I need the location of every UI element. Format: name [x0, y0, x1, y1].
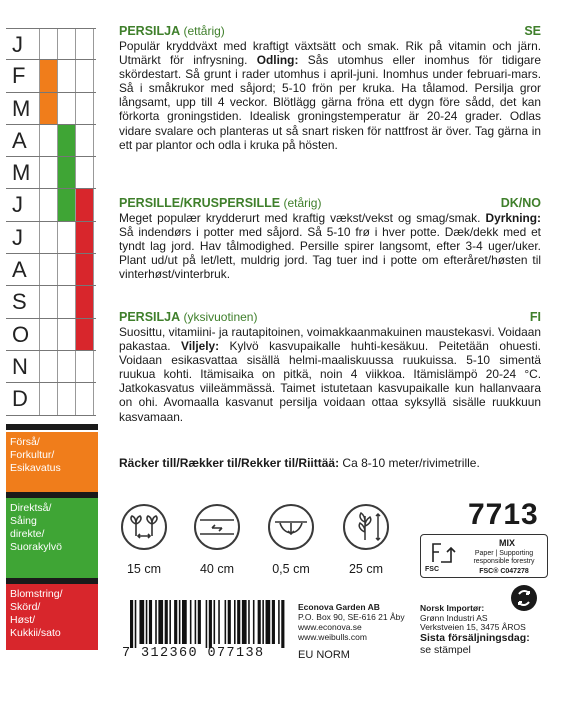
barcode-number: 7 312360 077138 [122, 646, 265, 661]
barcode-bar [234, 600, 236, 644]
indoor-sowing-bar [40, 93, 58, 124]
direct-sowing-bar [58, 189, 76, 220]
plant-height-icon [343, 504, 389, 550]
company-address: P.O. Box 90, SE-616 21 Åby [298, 612, 405, 622]
month-letter: M [6, 157, 40, 188]
company-name: Econova Garden AB [298, 602, 380, 612]
calendar-cell [76, 157, 94, 188]
month-letter: D [6, 383, 40, 414]
fsc-logo-text: FSC [425, 566, 439, 573]
body-bold: Viljely: [181, 339, 220, 354]
barcode-bar [218, 600, 220, 644]
calendar-cell [58, 222, 76, 253]
calendar-cell [40, 222, 58, 253]
calendar-cell [40, 125, 58, 156]
calendar-month-row [6, 60, 96, 92]
barcode-bar [248, 600, 250, 644]
plant-height-label: 25 cm [348, 562, 384, 576]
barcode-bar [195, 600, 197, 644]
sowing-calendar [6, 28, 96, 416]
harvest-bar [76, 286, 94, 317]
barcode-bar [206, 600, 208, 648]
calendar-cell [58, 351, 76, 382]
reach-value: Ca 8-10 meter/rivimetrille. [339, 456, 480, 470]
barcode-bar [165, 600, 168, 644]
month-letter: J [6, 189, 40, 220]
fsc-text: Paper | Supporting responsible forestry [473, 550, 535, 565]
direct-sowing-bar [58, 157, 76, 188]
harvest-bar [76, 189, 94, 220]
barcode-bar [179, 600, 181, 644]
month-letter: J [6, 29, 40, 59]
calendar-cell [58, 383, 76, 414]
body-text: Kylvö kasvupaikalle huhti-kesäkuu. Peitetään ohuesti. Voidaan esikasvattaa sisällä helmi-maaliskuussa ruukuissa. 5-10 simentä ruukua kohti. Itämisaika on pitkä, noin 4 viikkoa. Itämislämpö 20-24 °C. Jatkokasvatus viileämmässä. Taimet istutetaan kasvupaikalle kun hallanvaara on ohi. Avomaalla kasvanut persilja voidaan ottaa syksyllä sisälle ruukkuun kasvamaan. [119, 339, 541, 424]
calendar-cell [40, 254, 58, 285]
importer-name: Grønn Industri AS [420, 612, 488, 623]
barcode-bar [169, 600, 171, 644]
importer-label: Norsk Importør: [420, 603, 485, 613]
harvest-bar [76, 254, 94, 285]
calendar-cell [40, 286, 58, 317]
company-web: www.weibulls.com [298, 632, 367, 642]
company-info [298, 602, 405, 642]
language-code: DK/NO [500, 196, 541, 210]
barcode-bar [155, 600, 157, 644]
calendar-cell [76, 29, 94, 59]
language-code: FI [529, 310, 541, 324]
legend-text: Høst/ [10, 614, 36, 626]
fsc-mix: MIX [498, 538, 515, 548]
last-sales-day [420, 633, 530, 656]
month-letter: N [6, 351, 40, 382]
barcode-bar [225, 600, 227, 644]
barcode-bar [130, 600, 133, 648]
month-letter: S [6, 286, 40, 317]
body-text: Sås utomhus eller inomhus för tidigare skördestart. Så grunt i rader utomhus i april-juni. Inomhus under februari-mars. Så i småkrukor med såjord; 5-10 frön per kruka. Ha tålamod. Persilja gror långsamt, upp till 4 veckor. Blötlägg gärna fröna ett dygn före sådd, det kan förkorta groningstiden. Idealisk groningstemperatur är 20-24 grader. Odlas vidare svalare och planteras ut så snart risken för nattfrost är över. Tag gärna in ett par plantor och odla i kruka på hösten. [119, 53, 541, 152]
section-title: PERSILJA [119, 24, 181, 38]
sowing-depth-label: 0,5 cm [272, 562, 310, 576]
section-title: PERSILJA [119, 310, 181, 324]
legend-text: Förså/ [10, 436, 40, 448]
legend-text: Kukkii/sato [10, 627, 61, 639]
calendar-cell [58, 254, 76, 285]
section-danish-norwegian [119, 196, 541, 281]
section-body [119, 39, 541, 152]
barcode-bar [272, 600, 275, 644]
barcode-bar [281, 600, 284, 648]
calendar-cell [58, 319, 76, 350]
section-body [119, 211, 541, 281]
legend-text: direkte/ [10, 528, 45, 540]
fsc-label [420, 534, 548, 578]
legend-indoor-sowing [6, 432, 98, 492]
month-letter: M [6, 93, 40, 124]
sales-day-value: se stämpel [420, 643, 471, 656]
body-text: Så indendørs i potter med såjord. Så 5-10 frø i hver potte. Dæk/dekk med et tyndt lag jord. Hav tålmodighed. Persille spirer langsomt, efter 3-4 uger/uker. Plant ud/ut på let/lett, muldrig jord. Tag tuer ind i potte om efteråret/høsten til vinterhøst/vinterbruk. [119, 225, 541, 282]
calendar-cell [76, 351, 94, 382]
barcode-bar [146, 600, 148, 644]
calendar-cell [40, 29, 58, 59]
calendar-month-row [6, 351, 96, 383]
calendar-month-row [6, 125, 96, 157]
section-subtitle: (etårig) [283, 196, 322, 210]
section-finnish [119, 310, 541, 424]
article-number: 7713 [468, 498, 539, 531]
reach-label: Räcker till/Rækker til/Rekker til/Riittää: [119, 456, 340, 470]
legend-text: Forkultur/ [10, 449, 55, 461]
legend-text: Direktså/ [10, 502, 52, 514]
calendar-month-row [6, 157, 96, 189]
barcode-bar [135, 600, 137, 648]
barcode-bar [266, 600, 271, 644]
section-title: PERSILLE/KRUSPERSILLE [119, 196, 281, 210]
barcode-bar [198, 600, 201, 644]
legend-text: Såing [10, 515, 37, 527]
eu-norm: EU NORM [298, 649, 350, 661]
month-letter: A [6, 125, 40, 156]
legend-text: Blomstring/ [10, 588, 63, 600]
plant-spacing-icon [121, 504, 167, 550]
calendar-cell [76, 93, 94, 124]
calendar-cell [76, 125, 94, 156]
indoor-sowing-bar [40, 60, 58, 91]
body-bold: Dyrkning: [485, 211, 541, 225]
calendar-cell [76, 60, 94, 91]
row-spacing-icon [194, 504, 240, 550]
legend-text: Suorakylvö [10, 541, 62, 553]
calendar-month-row [6, 383, 96, 415]
barcode [128, 600, 288, 648]
calendar-cell [58, 29, 76, 59]
month-letter: F [6, 60, 40, 91]
calendar-cell [76, 383, 94, 414]
section-subtitle: (ettårig) [183, 24, 225, 38]
barcode-bar [237, 600, 240, 644]
legend-text: Skörd/ [10, 601, 41, 613]
section-subtitle: (yksivuotinen) [183, 310, 258, 324]
row-spacing-label: 40 cm [199, 562, 235, 576]
calendar-month-row [6, 189, 96, 221]
calendar-cell [40, 157, 58, 188]
calendar-cell [40, 351, 58, 382]
barcode-bar [158, 600, 163, 644]
body-text: Meget populær krydderurt med kraftig vækst/vekst og smag/smak. [119, 211, 486, 225]
calendar-month-row [6, 286, 96, 318]
month-letter: O [6, 319, 40, 350]
legend-direct-sowing [6, 498, 98, 578]
recycle-icon [510, 584, 538, 612]
section-swedish [119, 24, 541, 152]
fsc-code: FSC® C047278 [479, 568, 529, 575]
month-letter: A [6, 254, 40, 285]
calendar-cell [58, 93, 76, 124]
barcode-bar [190, 600, 192, 644]
month-letter: J [6, 222, 40, 253]
barcode-bar [258, 600, 261, 644]
calendar-cell [58, 60, 76, 91]
calendar-month-row [6, 28, 96, 60]
calendar-month-row [6, 93, 96, 125]
body-bold: Odling: [256, 53, 299, 68]
section-body [119, 325, 541, 424]
calendar-cell [40, 319, 58, 350]
legend-divider [6, 424, 98, 430]
legend-text: Esikavatus [10, 462, 61, 474]
sowing-depth-icon [268, 504, 314, 550]
harvest-bar [76, 222, 94, 253]
barcode-bar [253, 600, 255, 644]
direct-sowing-bar [58, 125, 76, 156]
sales-day-label: Sista försäljningsdag: [420, 632, 530, 644]
calendar-cell [40, 189, 58, 220]
barcode-bar [262, 600, 264, 644]
calendar-cell [58, 286, 76, 317]
barcode-bar [174, 600, 177, 644]
calendar-cell [40, 383, 58, 414]
harvest-bar [76, 319, 94, 350]
sufficient-for [119, 456, 541, 470]
barcode-bar [209, 600, 212, 648]
plant-spacing-label: 15 cm [126, 562, 162, 576]
barcode-bar [214, 600, 216, 644]
language-code: SE [524, 24, 541, 38]
barcode-bar [149, 600, 152, 644]
barcode-bar [182, 600, 187, 644]
barcode-bar [242, 600, 247, 644]
barcode-bar [278, 600, 280, 644]
calendar-month-row [6, 254, 96, 286]
company-web: www.econova.se [298, 622, 362, 632]
calendar-month-row [6, 222, 96, 254]
barcode-bar [139, 600, 144, 644]
importer-address: Verkstveien 15, 3475 ÅROS [420, 622, 526, 632]
calendar-month-row [6, 319, 96, 351]
barcode-bar [228, 600, 231, 644]
legend-harvest [6, 584, 98, 650]
body-text: Suosittu, vitamiini- ja rautapitoinen, voimakkaanmakuinen maustekasvi. Voidaan pakastaa. [119, 325, 541, 354]
body-text: Populär kryddväxt med kraftigt växtsätt och smak. Rik på vitamin och järn. Utmärkt för infrysning. [119, 39, 541, 68]
